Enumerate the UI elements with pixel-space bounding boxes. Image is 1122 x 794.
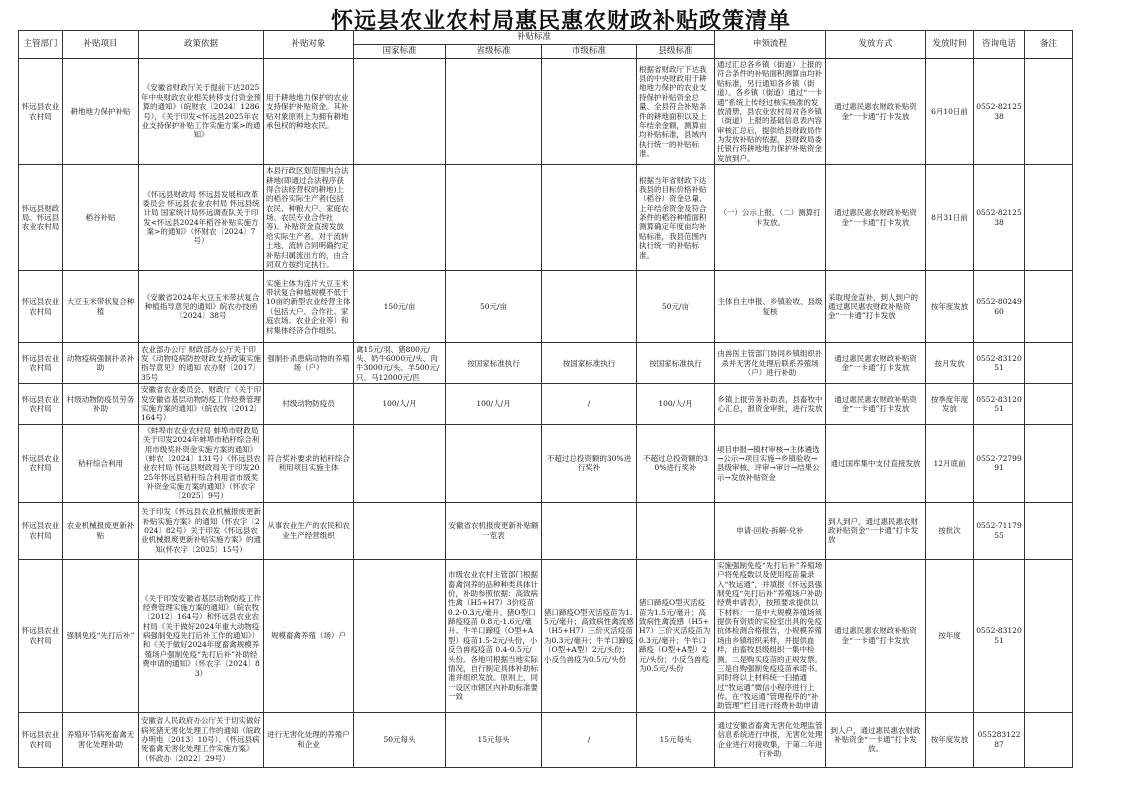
table-row <box>19 712 1073 767</box>
cell-national <box>354 559 446 712</box>
cell-national: 禽15元/羽、猪800元/头、奶牛6000元/头、肉牛3000元/头、羊500元/只、马12000元/匹 <box>354 343 446 384</box>
cell-county: 根据省财政厅下达我县的中央财政用于耕地地力保护的农业支持保护补贴资金总量、全县符合补贴条件的耕地面积以及上年结余金额，测算亩均补贴标准，县域内执行统一的补贴标准。 <box>637 59 715 165</box>
cell-basis: 《怀远县财政局 怀远县发展和改革委员会 怀远县农业农村局 怀远县统计局 国家统计局怀远调查队关于印发<怀远县2024年稻谷补贴实施方案>的通知》（怀财农〔2024〕7号） <box>139 165 264 271</box>
cell-process: 申请-回收-拆解-兑补 <box>715 502 826 559</box>
cell-target: 实施主体为连片大豆玉米带状复合种植规模不低于10亩的新型农业经营主体（包括大户、合作社、家庭农场、农业企业等）和村集体经济合作组织。 <box>264 271 354 343</box>
cell-method: 到人到户，通过惠民惠农财政补贴资金“一卡通”打卡发放 <box>826 502 926 559</box>
cell-dept: 怀远县农业农村局 <box>19 271 63 343</box>
cell-process: 项目申报→镇村审核→主体遴选→公示→项目实施→乡镇验收→县级审核、评审→审计→结果公示→发放补贴资金 <box>715 424 826 502</box>
cell-city: / <box>542 384 637 425</box>
cell-provincial: 100/人/月 <box>446 384 542 425</box>
cell-basis: 《安徽省财政厅关于提前下达2025年中央财政农业相关转移支付资金预算的通知》（皖财农〔2024〕1286号），《关于印发<怀远县2025年农业支持保护补贴工作实施方案>的通知》 <box>139 59 264 165</box>
cell-national <box>354 165 446 271</box>
cell-provincial: 15元每头 <box>446 712 542 767</box>
cell-time: 按批次 <box>926 502 974 559</box>
cell-item: 耕地地力保护补贴 <box>63 59 139 165</box>
cell-time: 按年度 <box>926 559 974 712</box>
cell-remark <box>1025 424 1073 502</box>
header-provincial: 省级标准 <box>446 45 542 59</box>
cell-target: 村级动物防疫员 <box>264 384 354 425</box>
header-basis: 政策依据 <box>139 31 264 59</box>
cell-item: 农业机械报废更新补贴 <box>63 502 139 559</box>
header-county: 县级标准 <box>637 45 715 59</box>
cell-target: 强制扑杀患病动物的养殖场（户） <box>264 343 354 384</box>
header-phone: 咨询电话 <box>974 31 1025 59</box>
cell-item: 强制免疫“先打后补” <box>63 559 139 712</box>
cell-county: 猪口蹄疫O型灭活疫苗为1.5元/毫升；高致病性禽流感（H5+H7）三价灭活疫苗为0.3元/毫升；牛羊口蹄疫（O型+A型）2元/头份；小反刍兽疫为0.5元/头份 <box>637 559 715 712</box>
cell-target: 符合奖补要求的秸秆综合利用项目实施主体 <box>264 424 354 502</box>
cell-city <box>542 165 637 271</box>
cell-method: 通过国库集中支付直接发放 <box>826 424 926 502</box>
cell-phone: 0552-8312051 <box>974 384 1025 425</box>
cell-target: 用于耕地地力保护的农业支持保护补贴资金。其补贴对象原则上为拥有耕地承包权的种地农民。 <box>264 59 354 165</box>
cell-method: 通过惠民惠农财政补贴资金“一卡通”打卡发放 <box>826 559 926 712</box>
cell-item: 养殖环节病死畜禽无害化处理补助 <box>63 712 139 767</box>
cell-dept: 怀远县农业农村局 <box>19 384 63 425</box>
cell-process: 主体自主申报、乡镇验收、县级复核 <box>715 271 826 343</box>
table-row <box>19 343 1073 384</box>
header-national: 国家标准 <box>354 45 446 59</box>
cell-method: 到人户，通过惠民惠农财政补贴资金“一卡通”打卡发放。 <box>826 712 926 767</box>
cell-process: 实施强制免疫“先打后补”养殖场户将免疫数以及使用疫苗量录入“牧运通”，并填报《怀远县强制免疫“先打后补”养殖场户补助经费申请表》，按照要求提供以下材料：一是中大规模养殖场须提供有资质的实验室出具的免疫抗体检测合格报告，小规模养殖场由乡镇组织采样，并提供血样，由畜牧县级组织一集中检测。二是购买疫苗的正规发票。三是自购强制免疫疫苗承诺书。同时将以上材料统一扫描通过“牧运通”微信小程序进行上传。在“牧运通”管理程序的“补助管理”栏目进行经费补助申请 <box>715 559 826 712</box>
cell-method: 采取现金直补，到人到户的通过惠民惠农财政补贴资金“一卡通”打卡发放 <box>826 271 926 343</box>
cell-dept: 怀远县农业农村局 <box>19 343 63 384</box>
cell-remark <box>1025 559 1073 712</box>
header-standard: 补贴标准 <box>354 31 715 45</box>
cell-city <box>542 59 637 165</box>
table-row <box>19 59 1073 165</box>
cell-phone: 0552-8212538 <box>974 59 1025 165</box>
cell-dept: 怀远县财政局、怀远县农业农村局 <box>19 165 63 271</box>
page-title: 怀远县农业农村局惠民惠农财政补贴政策清单 <box>330 8 791 34</box>
cell-method: 通过惠民惠农财政补贴资金“一卡通”打卡发放 <box>826 343 926 384</box>
cell-city <box>542 502 637 559</box>
cell-county: 50元/亩 <box>637 271 715 343</box>
cell-remark <box>1025 712 1073 767</box>
cell-time: 按年度发放 <box>926 271 974 343</box>
cell-item: 秸秆综合利用 <box>63 424 139 502</box>
header-remark: 备注 <box>1025 31 1073 59</box>
cell-national: 150元/亩 <box>354 271 446 343</box>
cell-national <box>354 424 446 502</box>
cell-phone: 0552-8312051 <box>974 343 1025 384</box>
cell-basis: 安徽省农业委员会、财政厅《关于印发安徽省基层动物防疫工作经费管理实施方案的通知》（皖农牧〔2012〕164号） <box>139 384 264 425</box>
cell-city: 按国家标准执行 <box>542 343 637 384</box>
header-process: 申领流程 <box>715 31 826 59</box>
cell-target: 本县行政区划范围内合法耕地(即通过合法程序获得合法经营权的耕地)上的稻谷实际生产者(包括农民、种粮大户、家庭农场、农民专业合作社等)。补贴资金直接发放给实际生产者。对于流转土地，流转合同明确约定补贴归属流出方的，由合同双方按约定执行。 <box>264 165 354 271</box>
cell-method: 通过惠民惠农财政补贴资金“一卡通”打卡发放 <box>826 165 926 271</box>
cell-remark <box>1025 59 1073 165</box>
cell-process: 通过安徽省畜禽无害化处理监管信息系统进行申报，无害化处理企业进行对接收集，于第二年进行补助 <box>715 712 826 767</box>
cell-time: 6月10日前 <box>926 59 974 165</box>
cell-item: 大豆玉米带状复合种植 <box>63 271 139 343</box>
cell-remark <box>1025 165 1073 271</box>
cell-phone: 0552-7117955 <box>974 502 1025 559</box>
header-time: 发放时间 <box>926 31 974 59</box>
cell-process: 通过汇总各乡镇（街道）上报的符合条件的补贴面积测算亩均补贴标准，另行通知各乡镇（街道）。各乡镇（街道）通过“一卡通”系统上传经过核实核准的发放清册，县农业农村局对各乡镇（街道）上报的基础信息表内容审核汇总后，提供给县财政局作为发放补贴的依据，县财政局委托银行将耕地地力保护补贴资金发放到户。 <box>715 59 826 165</box>
header-target: 补贴对象 <box>264 31 354 59</box>
cell-phone: 0552-8212538 <box>974 165 1025 271</box>
cell-phone: 0552-8024960 <box>974 271 1025 343</box>
table-row <box>19 424 1073 502</box>
cell-item: 村级动物防疫员劳务补助 <box>63 384 139 425</box>
cell-county: 不超过总投资额的30%进行奖补 <box>637 424 715 502</box>
cell-provincial: 按国家标准执行 <box>446 343 542 384</box>
cell-target: 从事农业生产的农民和农业生产经营组织 <box>264 502 354 559</box>
cell-basis: 《安徽省2024年大豆玉米带状复合种植指导意见的通知》皖农办技函〔2024〕38号 <box>139 271 264 343</box>
cell-provincial: 市级农业农村主管部门根据畜禽饲养的品种种类具体计价，补助参照依据：高致病性禽（H5+H7）3价疫苗 0.2-0.3元/毫升、猪O型口蹄疫疫苗 0.8元-1.6元/毫升、牛羊口蹄疫（O型+A型）疫苗1.5-2元/头份，小反刍兽疫疫苗 0.4-0.5元/头份。各地可根据当地实际情况，自行制定具体补助标准并组织发放。原则上，同一设区市辖区内补助标准要一致 <box>446 559 542 712</box>
cell-time: 按季度年度发放 <box>926 384 974 425</box>
cell-basis: 农业部办公厅 财政部办公厅关于印发《动物疫病防控财政支持政策实施指导意见》的通知 农办财〔2017〕35号 <box>139 343 264 384</box>
cell-provincial <box>446 165 542 271</box>
cell-process: （一）公示上报。（二）测算打卡发放。 <box>715 165 826 271</box>
cell-dept: 怀远县农业农村局 <box>19 59 63 165</box>
header-city: 市级标准 <box>542 45 637 59</box>
cell-item: 动物疫病强制扑杀补助 <box>63 343 139 384</box>
cell-dept: 怀远县农业农村局 <box>19 712 63 767</box>
cell-city: 猪口蹄疫O型灭活疫苗为1.5元/毫升；高致病性禽流感（H5+H7）三价灭活疫苗为0.3元/毫升；牛羊口蹄疫（O型+A型）2元/头份；小反刍兽疫为0.5元/头份 <box>542 559 637 712</box>
table-row <box>19 502 1073 559</box>
table-row <box>19 271 1073 343</box>
cell-remark <box>1025 271 1073 343</box>
cell-process: 由兽医主管部门协同乡镇组织扑杀并无害化处理后联系养殖场（户）进行补助 <box>715 343 826 384</box>
cell-county: 100/人/月 <box>637 384 715 425</box>
cell-city: / <box>542 712 637 767</box>
cell-basis: 《蚌埠市农业农村局 蚌埠市财政局关于印发2024年蚌埠市秸秆综合利用市级奖补资金实施方案的通知》（蚌农〔2024〕131号）《怀远县农业农村局 怀远县财政局关于印发2025年怀远县秸秆综合利用省市级奖补资金实施方案的通知》（怀农字〔2025〕9号） <box>139 424 264 502</box>
cell-county: 按国家标准执行 <box>637 343 715 384</box>
cell-county <box>637 502 715 559</box>
cell-time: 8月31日前 <box>926 165 974 271</box>
cell-time: 12月底前 <box>926 424 974 502</box>
policy-table <box>18 30 1073 768</box>
cell-city <box>542 271 637 343</box>
cell-target: 进行无害化处理的养殖户和企业 <box>264 712 354 767</box>
cell-county: 根据当年省财政下达我县的目标价格补贴（稻谷）资金总量、上年结余资金及符合条件的稻谷种植面积测算确定年度亩均补贴标准，我县范围内执行统一的补贴标准。 <box>637 165 715 271</box>
cell-phone: 0552-7279991 <box>974 424 1025 502</box>
cell-process: 乡镇上报劳务补助表，县畜牧中心汇总，报资金审批，进行发放 <box>715 384 826 425</box>
cell-basis: 安徽省人民政府办公厅关于切实做好病死猪无害化处理工作的通知（皖政办明电〔2013〕10号）、《怀远县病死畜禽无害化处理工作实施方案》（怀政办〔2022〕29号） <box>139 712 264 767</box>
cell-remark <box>1025 384 1073 425</box>
cell-provincial: 安徽省农机报废更新补贴额一览表 <box>446 502 542 559</box>
header-method: 发放方式 <box>826 31 926 59</box>
cell-national: 50元每头 <box>354 712 446 767</box>
cell-remark <box>1025 502 1073 559</box>
cell-provincial <box>446 59 542 165</box>
cell-target: 规模畜禽养殖（场）户 <box>264 559 354 712</box>
cell-basis: 关于印发《怀远县农业机械报废更新补贴实施方案》的通知（怀农字〔2024〕82号）关于印发《怀远县农业机械报废更新补贴实施方案》的通知(怀农字〔2025〕15号） <box>139 502 264 559</box>
cell-national <box>354 59 446 165</box>
cell-phone: 0552-8312051 <box>974 559 1025 712</box>
cell-remark <box>1025 343 1073 384</box>
cell-provincial <box>446 424 542 502</box>
table-row <box>19 165 1073 271</box>
cell-item: 稻谷补贴 <box>63 165 139 271</box>
header-item: 补贴项目 <box>63 31 139 59</box>
cell-dept: 怀远县农业农村局 <box>19 559 63 712</box>
cell-city: 不超过总投资额的30%进行奖补 <box>542 424 637 502</box>
cell-time: 按月发放 <box>926 343 974 384</box>
cell-national: 100/人/月 <box>354 384 446 425</box>
cell-phone: 05528312287 <box>974 712 1025 767</box>
table-row <box>19 559 1073 712</box>
cell-provincial: 50元/亩 <box>446 271 542 343</box>
table-row <box>19 384 1073 425</box>
cell-method: 通过惠民惠农财政补贴资金“一卡通”打卡发放 <box>826 59 926 165</box>
cell-county: 15元每头 <box>637 712 715 767</box>
cell-national <box>354 502 446 559</box>
cell-dept: 怀远县农业农村局 <box>19 502 63 559</box>
cell-basis: 《关于印发安徽省基层动物防疫工作经费管理实施方案的通知》（皖农牧〔2012〕164号）和怀远县农业农村局《关于做好2024年重大动物疫病强制免疫先打后补工作的通知》）和《关于做好2024年度畜禽规模养殖场户强制免疫“先打后补”补助经费申请的通知》（怀农字〔2024〕83） <box>139 559 264 712</box>
header-dept: 主管部门 <box>19 31 63 59</box>
cell-dept: 怀远县农业农村局 <box>19 424 63 502</box>
cell-time: 按年度发放 <box>926 712 974 767</box>
cell-method: 通过惠民惠农财政补贴资金“一卡通”打卡发放 <box>826 384 926 425</box>
